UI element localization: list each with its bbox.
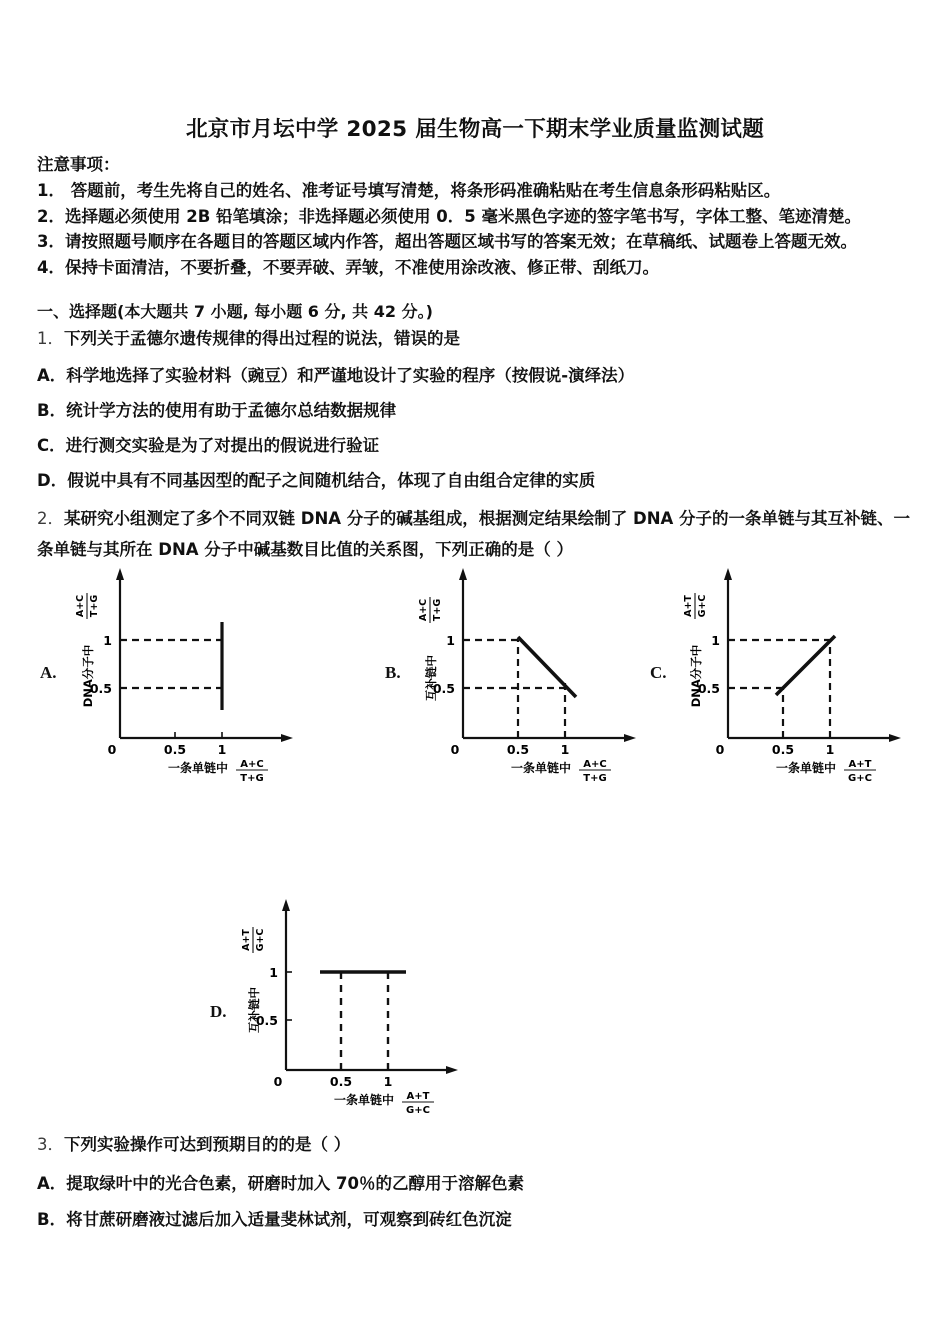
chart-a-xtick-2: 1 bbox=[217, 742, 227, 757]
svg-text:T+G: T+G bbox=[240, 773, 264, 783]
figure-option-c[interactable] bbox=[645, 558, 940, 783]
chart-a-xtick-0: 0 bbox=[107, 742, 117, 757]
question-1-option-a[interactable]: A．科学地选择了实验材料（豌豆）和严谨地设计了实验的程序（按假说-演绎法） bbox=[37, 366, 635, 385]
chart-c-xtick-1: 0.5 bbox=[771, 742, 795, 757]
chart-c-ytick-1: 1 bbox=[711, 633, 720, 648]
question-3-option-b[interactable]: B．将甘蔗研磨液过滤后加入适量斐林试剂，可观察到砖红色沉淀 bbox=[37, 1210, 512, 1229]
chart-a-ylabel bbox=[81, 644, 95, 707]
chart-d-ytick-05: 0.5 bbox=[255, 1013, 278, 1028]
svg-text:A+T: A+T bbox=[848, 759, 872, 770]
chart-b-xtick-2: 1 bbox=[560, 742, 570, 757]
chart-b-xtick-0: 0 bbox=[450, 742, 460, 757]
chart-a-y-arrow bbox=[116, 568, 124, 580]
figure-d-label: D. bbox=[210, 1002, 227, 1021]
chart-a-xtick-1: 0.5 bbox=[163, 742, 187, 757]
chart-c-xlabel-fraction bbox=[844, 759, 876, 783]
notice-item-4: 4．保持卡面清洁，不要折叠，不要弄破、弄皱，不准使用涂改液、修正带、刮纸刀。 bbox=[37, 257, 659, 277]
svg-text:T+G: T+G bbox=[583, 773, 607, 783]
chart-b-xlabel-text: 一条单链中 bbox=[510, 761, 571, 775]
svg-text:G+C: G+C bbox=[848, 773, 872, 783]
chart-c-ytick-05: 0.5 bbox=[697, 681, 720, 696]
notice-item-1: 1． 答题前，考生先将自己的姓名、准考证号填写清楚，将条形码准确粘贴在考生信息条形码粘贴区。 bbox=[37, 181, 781, 200]
chart-a-ylabel-fraction bbox=[75, 593, 100, 619]
question-1-stem bbox=[37, 325, 460, 349]
notice-item-2: 2．选择题必须使用 2B 铅笔填涂；非选择题必须使用 0．5 毫米黑色字迹的签字笔书写，字体工整、笔迹清楚。 bbox=[37, 206, 861, 226]
figure-a-label: A. bbox=[40, 663, 57, 682]
question-3-option-a[interactable]: A．提取绿叶中的光合色素，研磨时加入 70％的乙醇用于溶解色素 bbox=[37, 1174, 524, 1193]
question-1-option-c[interactable]: C．进行测交实验是为了对提出的假说进行验证 bbox=[37, 436, 380, 455]
chart-a-x-arrow bbox=[281, 734, 293, 742]
chart-b-ytick-1: 1 bbox=[446, 633, 455, 648]
svg-text:A+T: A+T bbox=[406, 1091, 430, 1102]
figure-c-label: C. bbox=[650, 663, 667, 682]
svg-text:G+C: G+C bbox=[406, 1105, 430, 1115]
chart-d-ylabel-fraction bbox=[241, 927, 266, 953]
chart-c-svg bbox=[645, 558, 940, 783]
chart-d-xtick-1: 0.5 bbox=[329, 1074, 353, 1089]
section-heading-choice-questions: 一、选择题(本大题共 7 小题, 每小题 6 分, 共 42 分。) bbox=[37, 302, 433, 321]
chart-b-y-arrow bbox=[459, 568, 467, 580]
chart-a-xlabel-fraction bbox=[236, 759, 268, 783]
notice-heading: 注意事项： bbox=[37, 155, 120, 174]
question-1-text: 下列关于孟德尔遗传规律的得出过程的说法，错误的是 bbox=[64, 329, 460, 348]
question-1-option-d[interactable]: D．假说中具有不同基因型的配子之间随机结合，体现了自由组合定律的实质 bbox=[37, 471, 596, 490]
svg-text:互补链中: 互补链中 bbox=[247, 987, 261, 1033]
chart-c-xlabel-text: 一条单链中 bbox=[775, 761, 836, 775]
question-1-option-b[interactable]: B．统计学方法的使用有助于孟德尔总结数据规律 bbox=[37, 401, 397, 420]
svg-text:DNA分子中: DNA分子中 bbox=[81, 644, 95, 708]
chart-c-ylabel-fraction bbox=[683, 593, 708, 619]
svg-text:A+C: A+C bbox=[240, 759, 264, 770]
svg-text:DNA分子中: DNA分子中 bbox=[689, 644, 703, 708]
chart-d-svg bbox=[200, 885, 520, 1115]
svg-text:A+T: A+T bbox=[241, 929, 252, 951]
page-title: 北京市月坛中学 2025 届生物高一下期末学业质量监测试题 bbox=[185, 117, 764, 142]
svg-text:A+C: A+C bbox=[75, 594, 86, 618]
chart-d-xlabel-text: 一条单链中 bbox=[333, 1093, 394, 1107]
notice-item-3: 3．请按照题号顺序在各题目的答题区域内作答，超出答题区域书写的答案无效；在草稿纸、试题卷上答题无效。 bbox=[37, 232, 857, 251]
chart-a-svg bbox=[40, 558, 340, 783]
question-1-number: 1． bbox=[37, 329, 64, 348]
svg-text:A+T: A+T bbox=[683, 595, 694, 617]
question-2-text-line-1: 某研究小组测定了多个不同双链 DNA 分子的碱基组成，根据测定结果绘制了 DNA 分子的一条单链与其互补链、一 bbox=[64, 509, 911, 528]
chart-b-xtick-1: 0.5 bbox=[506, 742, 530, 757]
chart-d-xtick-0: 0 bbox=[273, 1074, 283, 1089]
chart-a-xlabel-text: 一条单链中 bbox=[167, 761, 228, 775]
chart-c-x-arrow bbox=[889, 734, 901, 742]
figure-b-label: B. bbox=[385, 663, 401, 682]
chart-b-ylabel-fraction bbox=[418, 597, 443, 623]
chart-d-xlabel-fraction bbox=[402, 1091, 434, 1115]
svg-text:G+C: G+C bbox=[697, 594, 708, 618]
notice-block bbox=[37, 152, 927, 280]
chart-a-ytick-05: 0.5 bbox=[89, 681, 112, 696]
figure-option-d[interactable] bbox=[200, 885, 520, 1115]
chart-d-xtick-2: 1 bbox=[383, 1074, 393, 1089]
question-2-stem-line-1 bbox=[37, 505, 910, 529]
question-3-stem bbox=[37, 1131, 350, 1155]
svg-text:G+C: G+C bbox=[255, 928, 266, 952]
chart-c-y-arrow bbox=[724, 568, 732, 580]
chart-d-y-arrow bbox=[282, 899, 290, 911]
chart-c-ylabel bbox=[689, 644, 703, 707]
svg-text:互补链中: 互补链中 bbox=[424, 655, 438, 701]
chart-c-xtick-0: 0 bbox=[715, 742, 725, 757]
chart-b-ytick-05: 0.5 bbox=[432, 681, 455, 696]
question-2-stem-line-2: 条单链与其所在 DNA 分子中碱基数目比值的关系图，下列正确的是（ ） bbox=[37, 540, 574, 559]
chart-d-ytick-1: 1 bbox=[269, 965, 278, 980]
question-2-number: 2． bbox=[37, 509, 64, 528]
svg-text:A+C: A+C bbox=[583, 759, 607, 770]
figure-option-b[interactable] bbox=[385, 558, 675, 783]
question-3-number: 3． bbox=[37, 1135, 64, 1154]
svg-text:T+G: T+G bbox=[89, 594, 100, 618]
chart-b-xlabel-fraction bbox=[579, 759, 611, 783]
chart-c-data-ascending-line bbox=[776, 636, 835, 695]
figure-option-a[interactable] bbox=[40, 558, 340, 783]
chart-d-x-arrow bbox=[446, 1066, 458, 1074]
chart-c-xtick-2: 1 bbox=[825, 742, 835, 757]
question-3-text: 下列实验操作可达到预期目的的是（ ） bbox=[64, 1135, 351, 1154]
svg-text:T+G: T+G bbox=[432, 598, 443, 622]
chart-a-ytick-1: 1 bbox=[103, 633, 112, 648]
chart-b-svg bbox=[385, 558, 675, 783]
svg-text:A+C: A+C bbox=[418, 598, 429, 622]
chart-b-x-arrow bbox=[624, 734, 636, 742]
